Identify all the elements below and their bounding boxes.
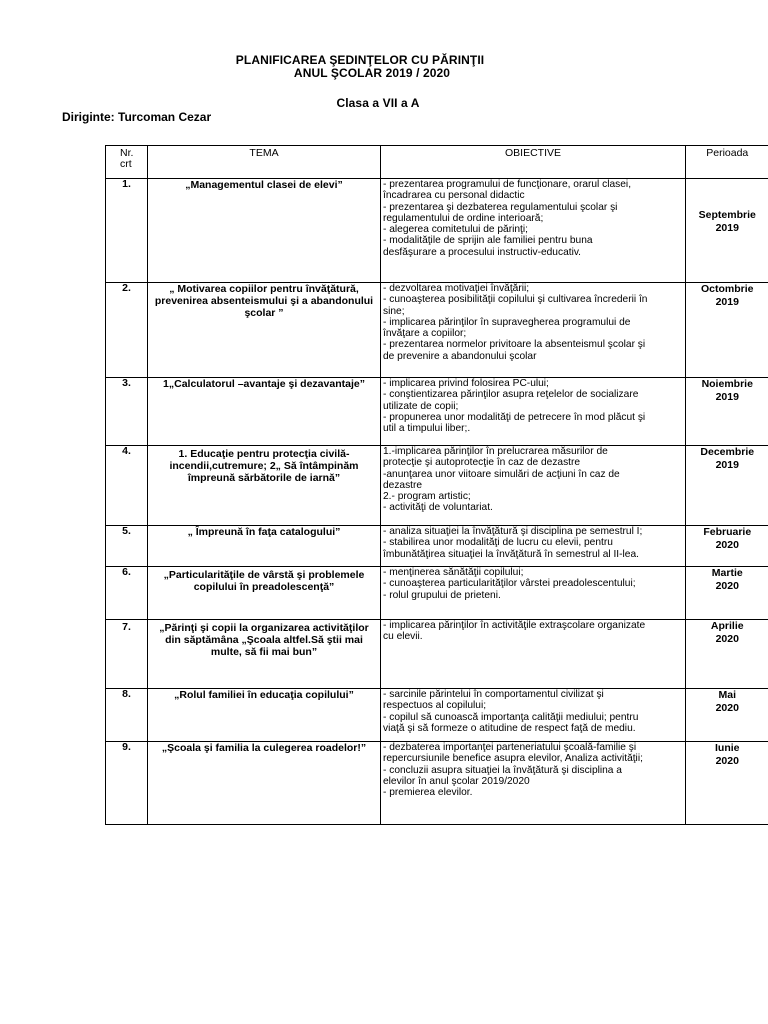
table-row (106, 620, 768, 689)
objective-line: - premierea elevilor. (383, 787, 473, 799)
row-number: 3. (106, 378, 148, 446)
row-number: 1. (106, 179, 148, 283)
period-year: 2020 (715, 580, 739, 592)
period-month: Aprilie (710, 620, 744, 632)
row-number: 5. (106, 526, 148, 567)
objective-line: - propunerea unor modalităţi de petrecere în mod plăcut şi (383, 411, 646, 423)
objective-line: util a timpului liber;. (383, 423, 471, 435)
objective-line: - implicarea părinţilor în activităţile extraşcolare organizate (383, 620, 646, 631)
table-row (106, 283, 768, 378)
column-header-perioada: Perioada (686, 146, 768, 179)
objective-line: regulamentului de ordine interioară; (383, 212, 544, 224)
row-period (686, 446, 768, 526)
row-period (686, 567, 768, 620)
objective-line: - implicarea părinţilor în supravegherea programului de (383, 316, 631, 328)
objective-line: îmbunătăţirea situaţiei la învăţătură în semestrul al II-lea. (383, 548, 639, 560)
objective-line: - cunoaşterea posibilităţii copilului şi cultivarea încrederii în (383, 294, 648, 306)
objective-line: 2.- program artistic; (383, 491, 471, 503)
row-theme: „ Împreună în faţa catalogului” (148, 526, 381, 567)
meetings-table (105, 145, 768, 825)
row-objectives (381, 446, 686, 526)
class-name: Clasa a VII a A (336, 96, 420, 110)
row-objectives (381, 283, 686, 378)
period-year: 2020 (715, 633, 739, 645)
row-theme: 1„Calculatorul –avantaje şi dezavantaje” (148, 378, 381, 446)
row-objectives (381, 689, 686, 742)
period-year: 2019 (715, 222, 739, 234)
objective-line: - alegerea comitetului de părinţi; (383, 224, 528, 236)
row-period (686, 378, 768, 446)
row-number: 9. (106, 742, 148, 825)
table-row (106, 446, 768, 526)
period-month: Noiembrie (701, 378, 753, 390)
row-period (686, 689, 768, 742)
row-theme: „Particularităţile de vârstă şi problemele copilului în preadolescenţă” (148, 567, 381, 620)
objective-line: - activităţi de voluntariat. (383, 502, 493, 514)
objective-line: - stabilirea unor modalităţi de lucru cu elevii, pentru (383, 537, 613, 549)
column-header-obiective: OBIECTIVE (381, 146, 686, 179)
column-header-nr: Nr. crt (106, 146, 148, 179)
row-theme: „ Motivarea copiilor pentru învăţătură, prevenirea absenteismului şi a abandonului şcolar ” (148, 283, 381, 378)
row-theme: „Rolul familiei în educaţia copilului” (148, 689, 381, 742)
objective-line: repercursiunile benefice asupra elevilor, Analiza activităţii; (383, 753, 643, 765)
table-row (106, 526, 768, 567)
table-header-row (106, 146, 768, 179)
row-objectives (381, 526, 686, 567)
row-number: 2. (106, 283, 148, 378)
row-objectives (381, 179, 686, 283)
row-period (686, 526, 768, 567)
row-number: 7. (106, 620, 148, 689)
objective-line: - conştientizarea părinţilor asupra reţelelor de socializare (383, 389, 639, 401)
row-number: 4. (106, 446, 148, 526)
period-month: Martie (711, 567, 743, 579)
row-period (686, 179, 768, 283)
form-teacher: Diriginte: Turcoman Cezar (62, 110, 212, 124)
row-number: 6. (106, 567, 148, 620)
row-theme: „Managementul clasei de elevi” (148, 179, 381, 283)
objective-line: utilizate de copii; (383, 400, 459, 412)
objective-line: viaţă şi să formeze o atitudine de respect faţă de mediu. (383, 722, 636, 734)
period-year: 2019 (715, 296, 739, 308)
objective-line: -anunţarea unor viitoare simulări de acţiuni în caz de (383, 468, 620, 480)
table-body (106, 179, 768, 825)
objective-line: elevilor în anul şcolar 2019/2020 (383, 775, 530, 787)
objective-line: 1.-implicarea părinţilor în prelucrarea măsurilor de (383, 446, 608, 457)
period-month: Iunie (714, 742, 740, 754)
document-title: PLANIFICAREA ŞEDINŢELOR CU PĂRINŢII (235, 53, 485, 67)
row-objectives (381, 742, 686, 825)
period-month: Decembrie (700, 446, 755, 458)
objective-line: - rolul grupului de prieteni. (383, 589, 501, 601)
objective-line: protecţie şi autoprotecţie în caz de dezastre (383, 457, 581, 469)
objective-line: - menţinerea sănătăţii copilului; (383, 567, 524, 578)
school-year: ANUL ŞCOLAR 2019 / 2020 (293, 66, 451, 80)
row-period (686, 283, 768, 378)
objective-line: - implicarea privind folosirea PC-ului; (383, 378, 549, 389)
row-period (686, 742, 768, 825)
objective-line: - copilul să cunoască importanţa calităţii mediului; pentru (383, 711, 639, 723)
row-period (686, 620, 768, 689)
objective-line: - prezentarea programului de funcţionare, orarul clasei, (383, 179, 632, 190)
table-row (106, 742, 768, 825)
objective-line: - modalităţile de sprijin ale familiei pentru buna (383, 235, 593, 247)
table-row (106, 378, 768, 446)
objective-line: - concluzii asupra situaţiei la învăţătură şi disciplina a (383, 764, 622, 776)
objective-line: cu elevii. (383, 631, 423, 643)
column-header-tema: TEMA (148, 146, 381, 179)
table-row (106, 179, 768, 283)
period-month: Mai (718, 689, 736, 701)
objective-line: sine; (383, 305, 405, 317)
period-month: Februarie (703, 526, 752, 538)
objective-line: respectuos al copilului; (383, 700, 487, 712)
row-number: 8. (106, 689, 148, 742)
objective-line: - dezbaterea importanţei parteneriatului şcoală-familie şi (383, 742, 637, 753)
table-row (106, 567, 768, 620)
period-year: 2020 (715, 702, 739, 714)
objective-line: dezastre (383, 479, 423, 491)
objective-line: încadrarea cu personal didactic (383, 190, 525, 202)
objective-line: - sarcinile părintelui în comportamentul civilizat şi (383, 689, 604, 700)
period-year: 2020 (715, 539, 739, 551)
period-year: 2019 (715, 391, 739, 403)
row-theme: „Părinţi şi copii la organizarea activităţilor din săptămâna „Şcoala altfel.Să ştii mai multe, să fii mai bun” (148, 620, 381, 689)
row-theme: 1. Educaţie pentru protecţia civilă- incendii,cutremure; 2„ Să întâmpinăm împreună sărbătorile de iarnă” (148, 446, 381, 526)
row-objectives (381, 567, 686, 620)
period-month: Octombrie (700, 283, 754, 295)
objective-line: desfăşurare a procesului instructiv-educativ. (383, 246, 581, 258)
objective-line: - prezentarea normelor privitoare la absenteismul şcolar şi (383, 339, 646, 351)
objective-line: - cunoaşterea particularităţilor vârstei preadolescentului; (383, 578, 636, 590)
objective-line: învăţare a copiilor; (383, 328, 467, 340)
table-row (106, 689, 768, 742)
objective-line: de prevenire a abandonului şcolar (383, 350, 537, 362)
row-theme: „Şcoala şi familia la culegerea roadelor!” (148, 742, 381, 825)
period-year: 2019 (715, 459, 739, 471)
period-month: Septembrie (698, 209, 756, 221)
objective-line: - dezvoltarea motivaţiei învăţării; (383, 283, 530, 294)
objective-line: - prezentarea şi dezbaterea regulamentului şcolar şi (383, 201, 618, 213)
row-objectives (381, 378, 686, 446)
period-year: 2020 (715, 755, 739, 767)
objective-line: - analiza situaţiei la învăţătură şi disciplina pe semestrul I; (383, 526, 643, 537)
row-objectives (381, 620, 686, 689)
